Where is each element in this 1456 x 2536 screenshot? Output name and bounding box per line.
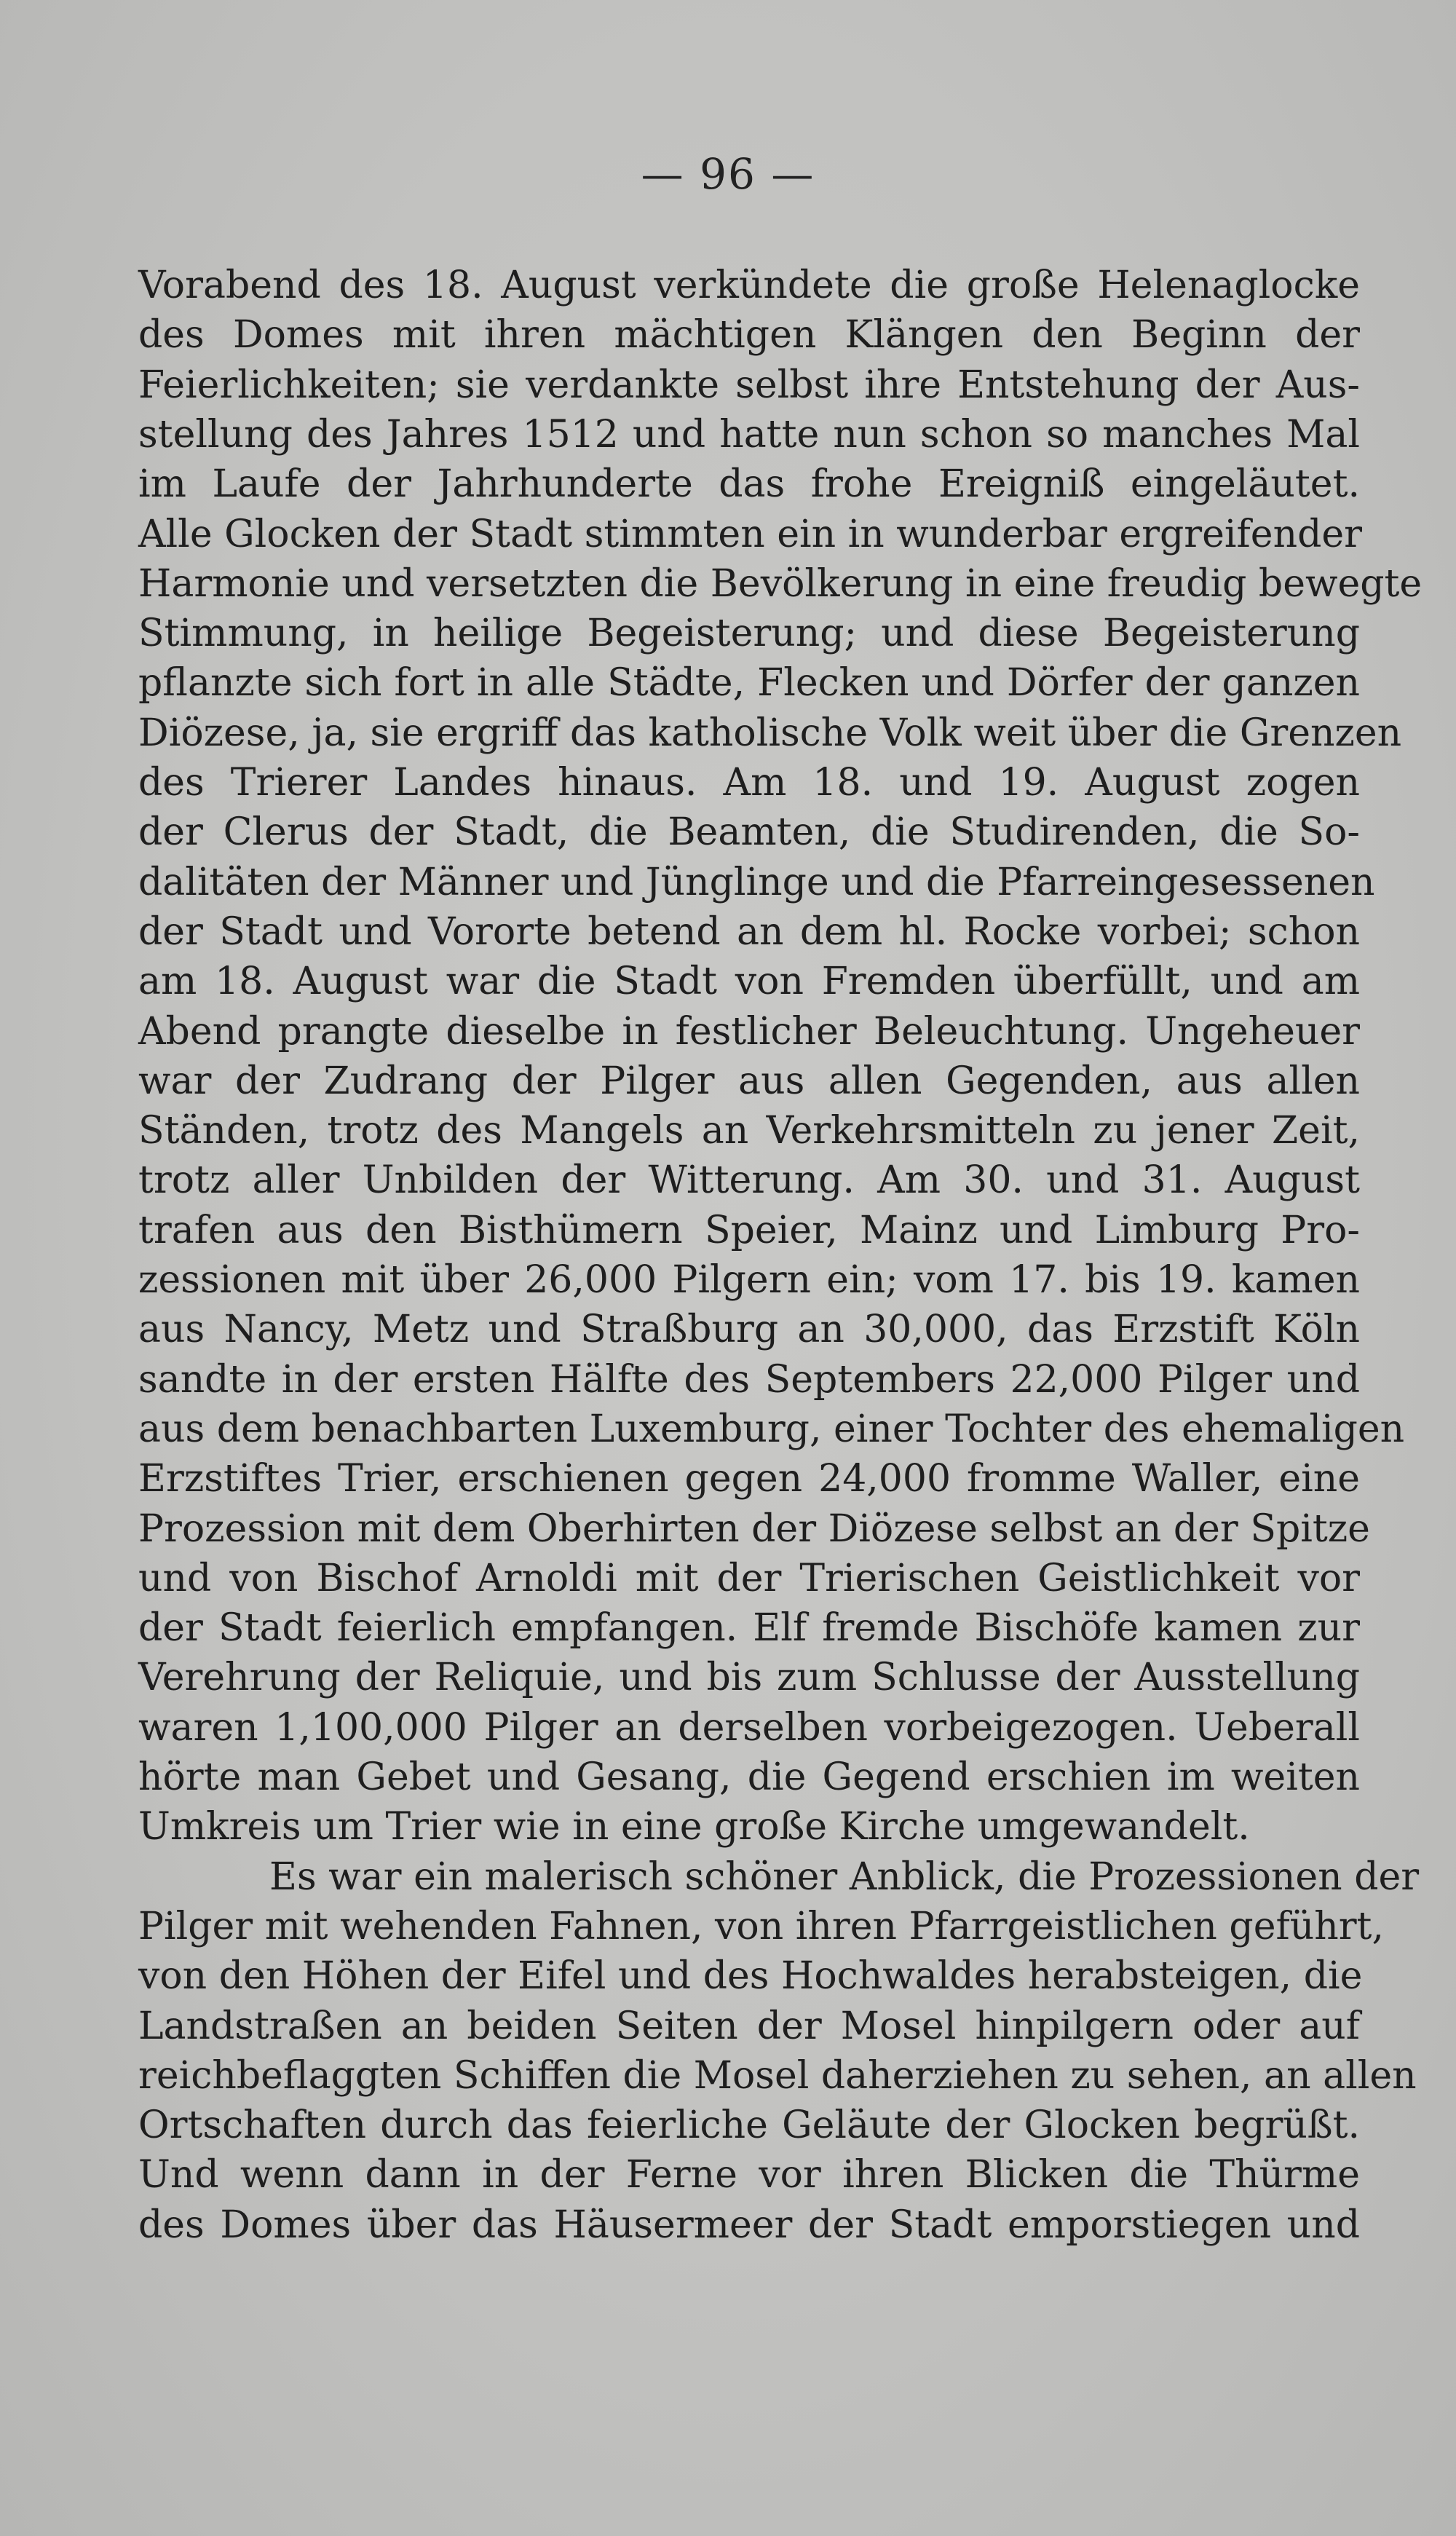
text-line: Verehrung der Reliquie, und bis zum Schlusse der Ausstellung [138,1656,1360,1699]
text-line: Umkreis um Trier wie in eine große Kirche umgewandelt. [138,1805,1250,1849]
text-line: des Trierer Landes hinaus. Am 18. und 19. August zogen [138,761,1360,805]
text-line: Stimmung, in heilige Begeisterung; und diese Begeisterung [138,612,1360,655]
text-line: am 18. August war die Stadt von Fremden überfüllt, und am [138,960,1360,1003]
text-line: dalitäten der Männer und Jünglinge und die Pfarreingesessenen [138,861,1375,904]
text-line: sandte in der ersten Hälfte des Septembers 22,000 Pilger und [138,1358,1360,1402]
text-line: des Domes über das Häusermeer der Stadt emporstiegen und [138,2203,1360,2247]
text-line: zessionen mit über 26,000 Pilgern ein; vom 17. bis 19. kamen [138,1258,1360,1302]
text-line: Ständen, trotz des Mangels an Verkehrsmitteln zu jener Zeit, [138,1109,1360,1153]
text-line: war der Zudrang der Pilger aus allen Gegenden, aus allen [138,1059,1360,1103]
text-line: Pilger mit wehenden Fahnen, von ihren Pfarrgeistlichen geführt, [138,1905,1384,1948]
page-number: — 96 — [641,149,815,199]
text-line: Und wenn dann in der Ferne vor ihren Blicken die Thürme [138,2153,1360,2197]
text-line: im Laufe der Jahrhunderte das frohe Ereigniß eingeläutet. [138,462,1360,506]
text-line: Alle Glocken der Stadt stimmten ein in wunderbar ergreifender [138,513,1362,556]
text-line: pflanzte sich fort in alle Städte, Flecken und Dörfer der ganzen [138,661,1360,705]
text-line: des Domes mit ihren mächtigen Klängen den Beginn der [138,313,1360,357]
text-line: trotz aller Unbilden der Witterung. Am 30. und 31. August [138,1158,1360,1202]
text-line: der Stadt feierlich empfangen. Elf fremde Bischöfe kamen zur [138,1606,1360,1650]
text-line: Landstraßen an beiden Seiten der Mosel hinpilgern oder auf [138,2004,1360,2048]
text-line: Harmonie und versetzten die Bevölkerung in eine freudig bewegte [138,562,1423,606]
text-line: hörte man Gebet und Gesang, die Gegend erschien im weiten [138,1755,1360,1799]
text-line: Diözese, ja, sie ergriff das katholische Volk weit über die Grenzen [138,711,1402,755]
text-line: Erzstiftes Trier, erschienen gegen 24,000 fromme Waller, eine [138,1457,1360,1501]
text-line: und von Bischof Arnoldi mit der Trierischen Geistlichkeit vor [138,1557,1360,1600]
text-line: stellung des Jahres 1512 und hatte nun schon so manches Mal [138,413,1360,457]
text-line: Feierlichkeiten; sie verdankte selbst ihre Entstehung der Aus- [138,363,1360,407]
text-line: von den Höhen der Eifel und des Hochwaldes herabsteigen, die [138,1954,1363,1998]
text-line: Vorabend des 18. August verkündete die große Helenaglocke [138,264,1360,307]
text-line: Abend prangte dieselbe in festlicher Beleuchtung. Ungeheuer [138,1010,1360,1054]
text-line: waren 1,100,000 Pilger an derselben vorbeigezogen. Ueberall [138,1706,1360,1750]
text-line: Prozession mit dem Oberhirten der Diözese selbst an der Spitze [138,1507,1370,1551]
text-line: trafen aus den Bisthümern Speier, Mainz und Limburg Pro- [138,1209,1360,1252]
text-line: der Clerus der Stadt, die Beamten, die Studirenden, die So- [138,810,1360,854]
text-line: reichbeflaggten Schiffen die Mosel daherziehen zu sehen, an allen [138,2054,1417,2098]
text-line: aus Nancy, Metz und Straßburg an 30,000, das Erzstift Köln [138,1308,1360,1351]
text-line: Ortschaften durch das feierliche Geläute der Glocken begrüßt. [138,2104,1360,2147]
text-line: aus dem benachbarten Luxemburg, einer Tochter des ehemaligen [138,1407,1405,1451]
text-line: der Stadt und Vororte betend an dem hl. Rocke vorbei; schon [138,910,1360,954]
text-line: Es war ein malerisch schöner Anblick, die Prozessionen der [269,1855,1420,1899]
